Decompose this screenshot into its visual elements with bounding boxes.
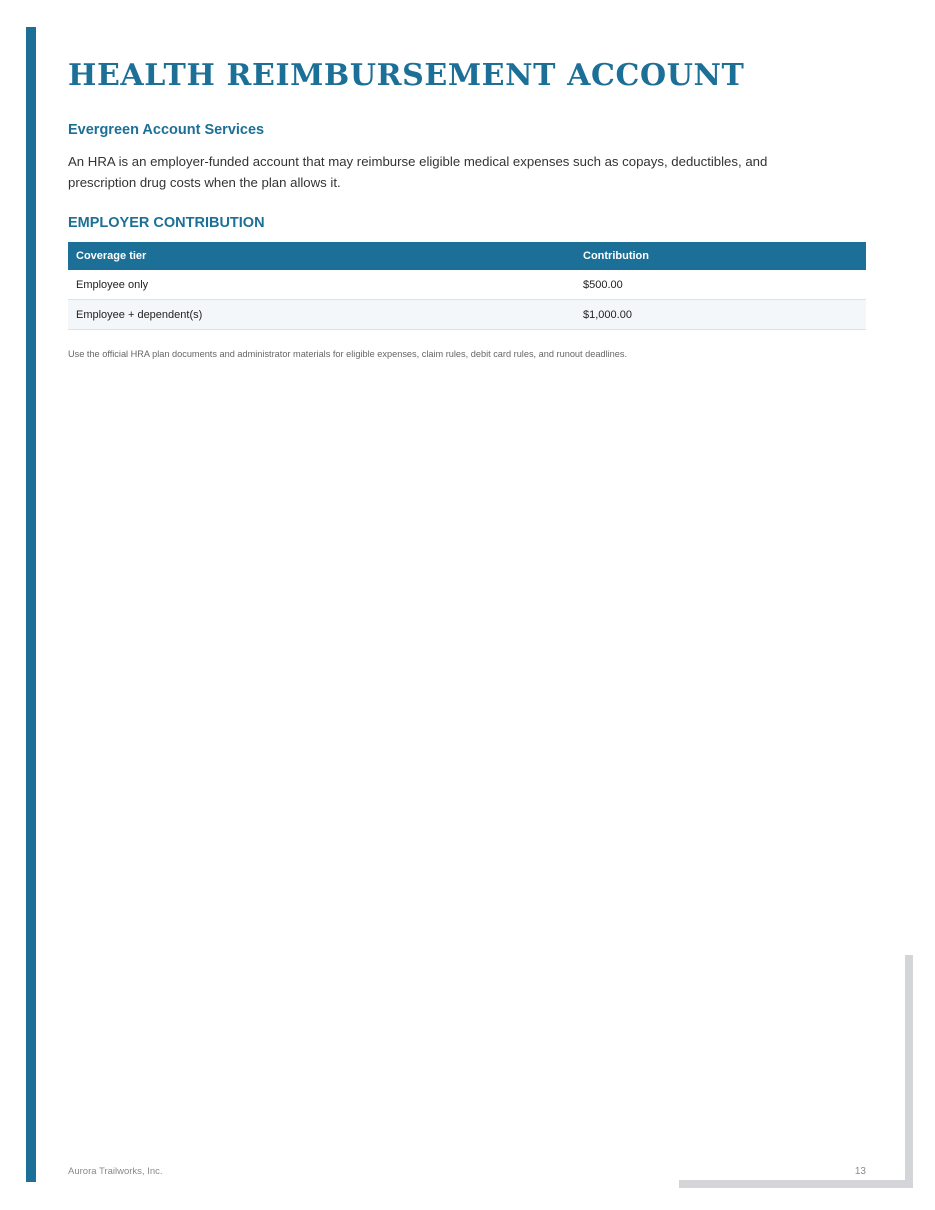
contribution-cell: $1,000.00 (575, 300, 866, 330)
corner-mark-vertical (905, 955, 913, 1188)
page-number: 13 (854, 1166, 866, 1177)
column-header-contribution: Contribution (575, 242, 866, 270)
coverage-tier-cell: Employee + dependent(s) (68, 300, 575, 330)
table-header-row (68, 242, 866, 270)
contribution-table (68, 242, 866, 330)
page-title: HEALTH REIMBURSEMENT ACCOUNT (68, 58, 745, 93)
intro-paragraph: An HRA is an employer-funded account that may reimburse eligible medical expenses such as copays, deductibles, and prescription drug costs when the plan allows it. (68, 154, 768, 190)
corner-mark-horizontal (679, 1180, 913, 1188)
section-heading-employer-contribution: EMPLOYER CONTRIBUTION (68, 215, 265, 231)
contribution-cell: $500.00 (575, 270, 866, 300)
table-row (68, 300, 866, 330)
footer-company: Aurora Trailworks, Inc. (68, 1166, 163, 1177)
column-header-coverage-tier: Coverage tier (68, 242, 575, 270)
footnote: Use the official HRA plan documents and administrator materials for eligible expenses, claim rules, debit card rules, and runout deadlines. (68, 349, 628, 359)
left-accent-bar (26, 27, 36, 1182)
table-row (68, 270, 866, 300)
page-subtitle: Evergreen Account Services (68, 122, 265, 138)
coverage-tier-cell: Employee only (68, 270, 575, 300)
